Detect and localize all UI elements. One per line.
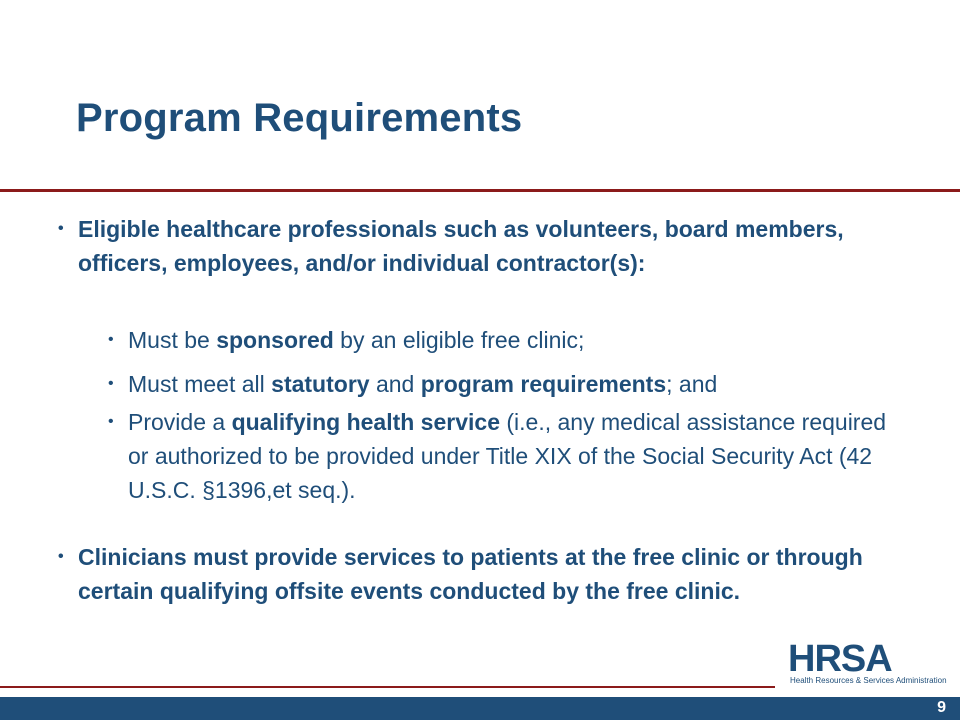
- sub-bullet-sponsored: [108, 323, 898, 357]
- bullet-clinicians: [58, 540, 893, 608]
- sub-bullet-emphasis: program requirements: [420, 371, 667, 397]
- bullet-dot-icon: •: [58, 220, 64, 237]
- sub-bullet-text: and: [369, 371, 421, 397]
- title-divider: [0, 189, 960, 192]
- sub-bullet-text: Must meet all: [128, 371, 272, 397]
- sub-bullet-qualifying-service: [108, 405, 898, 507]
- bullet-text: Eligible healthcare professionals such as volunteers, board members, officers, employees, and/or individual contractor(s):: [78, 216, 844, 276]
- bullet-eligible-professionals: [58, 212, 893, 280]
- sub-bullet-text: ; and: [666, 371, 718, 397]
- sub-bullet-text: Provide a: [128, 409, 232, 435]
- bullet-text: Clinicians must provide services to patients at the free clinic or through certain qualifying offsite events conducted by the free clinic.: [78, 544, 863, 604]
- sub-bullet-requirements: [108, 367, 898, 401]
- hrsa-logo: [784, 638, 947, 688]
- bullet-dot-icon: •: [108, 331, 114, 348]
- bullet-dot-icon: •: [108, 375, 114, 392]
- footer-divider: [0, 686, 775, 688]
- sub-bullet-emphasis: statutory: [271, 371, 370, 397]
- bullet-dot-icon: •: [108, 413, 114, 430]
- slide-title: Program Requirements: [76, 96, 523, 140]
- logo-wordmark: HRSA: [788, 638, 892, 680]
- sub-bullet-text: Must be: [128, 327, 217, 353]
- sub-bullet-text: (i.e., any medical assistance required or authorized to be provided under Title XIX of the Social Security Act (42 U.S.C. §1396,et seq.).: [128, 409, 887, 503]
- footer-bar: [0, 697, 960, 720]
- bullet-dot-icon: •: [58, 548, 64, 565]
- sub-bullet-emphasis: sponsored: [216, 327, 334, 353]
- page-number: 9: [937, 699, 946, 716]
- sub-bullet-emphasis: qualifying health service: [231, 409, 500, 435]
- logo-subtitle: Health Resources & Services Administration: [790, 676, 947, 685]
- sub-bullet-text: by an eligible free clinic;: [333, 327, 585, 353]
